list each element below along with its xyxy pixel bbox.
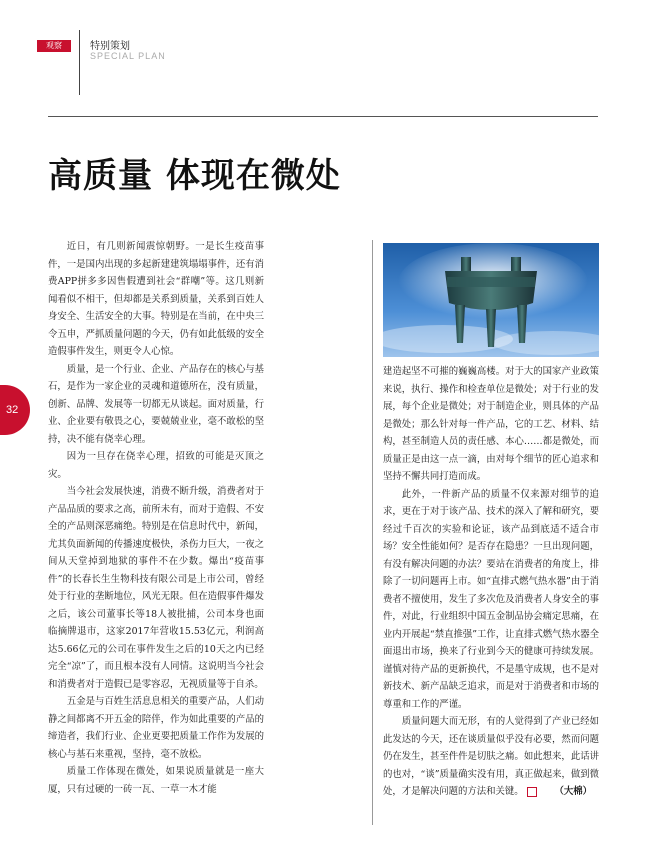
paragraph: [383, 713, 599, 801]
header-divider: [79, 30, 80, 95]
paragraph: 此外，一件新产品的质量不仅来源对细节的追求，更在于对于该产品、技术的深入了解和研究，要经过千百次的实验和论证，该产品到底适不适合市场？安全性能如何？是否存在隐患？一旦出现问题，有没有解决问题的办法？要站在消费者的角度上，排除了一切问题再上市。如“直排式燃气热水器”由于消费者不擅使用，发生了多次危及消费者人身安全的事件，对此，行业组织中国五金制品协会痛定思痛，在业内开展起“禁直推强”工作，让直排式燃气热水器全面退出市场，换来了行业到今天的健康可持续发展。谨慎对待产品的更新换代，不是墨守成规，也不是对新技术、新产品缺乏追求，而是对于消费者和市场的尊重和工作的严谨。: [383, 488, 599, 710]
paragraph: 当今社会发展快速，消费不断升级，消费者对于产品品质的要求之高，前所未有，而对于造假、不安全的产品则深恶痛绝。特别是在信息时代中，新闻，尤其负面新闻的传播速度极快，杀伤力巨大，一夜之间从天堂掉到地狱的事件不在少数。爆出“疫苗事件”的长春长生生物科技有限公司是上市公司，曾经处于行业的垄断地位，风光无限。但在造假事件爆发之后，该公司董事长等18人被批捕，公司本身也面临摘牌退市，这家2017年营收15.53亿元，利润高达5.66亿元的公司在事件发生之后的10天之内已经完全“凉”了，而且根本没有人同情。这说明当今社会和消费者对于造假已是零容忍，无视质量等于自杀。: [48, 486, 264, 690]
column-divider: [372, 240, 373, 825]
paragraph: 五金是与百姓生活息息相关的重要产品，人们动静之间都离不开五金的陪伴，作为如此重要的产品的缔造者，我们行业、企业更要把质量工作作为发展的核心与基石来重视，坚持，毫不放松。: [48, 696, 264, 760]
bronze-ding-photo: [383, 243, 599, 357]
closing-text: 质量问题大而无形，有的人觉得到了产业已经如此发达的今天，还在谈质量似乎没有必要，然而问题仍在发生，甚至件件是切肤之痛。如此想来，此话讲的也对，“谈”质量确实没有用，真正做起来，做到微处，才是解决问题的方法和关键。: [383, 716, 599, 797]
paragraph: 建造起坚不可摧的巍巍高楼。对于大的国家产业政策来说，执行、操作和检查单位是微处；对于行业的发展，每个企业是微处；对于制造企业，则具体的产品是微处；那么针对每一件产品，它的工艺、材料、结构，甚至制造人员的责任感、本心……都是微处，而质量正是由这一点一滴，由对每个细节的匠心追求和坚持不懈共同打造而成。: [383, 366, 599, 482]
paragraph: 因为一旦存在侥幸心理，招致的可能是灭顶之灾。: [48, 451, 264, 480]
paragraph: 质量工作体现在微处，如果说质量就是一座大厦，只有过硬的一砖一瓦、一草一木才能: [48, 766, 264, 795]
author-byline: （大棉）: [554, 786, 593, 797]
section-title: 特别策划: [90, 41, 130, 52]
paragraph: 质量，是一个行业、企业、产品存在的核心与基石，是作为一家企业的灵魂和道德所在，没有质量，创新、品牌、发展等一切都无从谈起。面对质量，行业、企业要有敬畏之心，要兢兢业业，毫不敢松的坚持，决不能有侥幸心理。: [48, 363, 264, 445]
header-rule: [48, 116, 598, 117]
bronze-ding-image: [383, 243, 599, 357]
paragraph: 近日，有几则新闻震惊朝野。一是长生疫苗事件，一是国内出现的多起新建建筑塌塌事件，还有消费APP拼多多因售假遭到社会“群嘲”等。这几则新闻看似不相干，但却都是关系到质量，关系到百姓人身安全、生活安全的大事。特别是在当前，在中央三令五申，严抓质量问题的今天，仍有如此低级的安全造假事件发生，则更令人心惊。: [48, 241, 264, 357]
article-column-2: [383, 363, 599, 823]
headline: 高质量 体现在微处: [48, 156, 341, 196]
section-title-en: SPECIAL PLAN: [90, 51, 166, 61]
column-tag: 观察: [37, 40, 71, 52]
page-number: 32: [0, 385, 30, 435]
article-column-1: [48, 238, 264, 824]
end-mark-icon: [527, 787, 537, 797]
